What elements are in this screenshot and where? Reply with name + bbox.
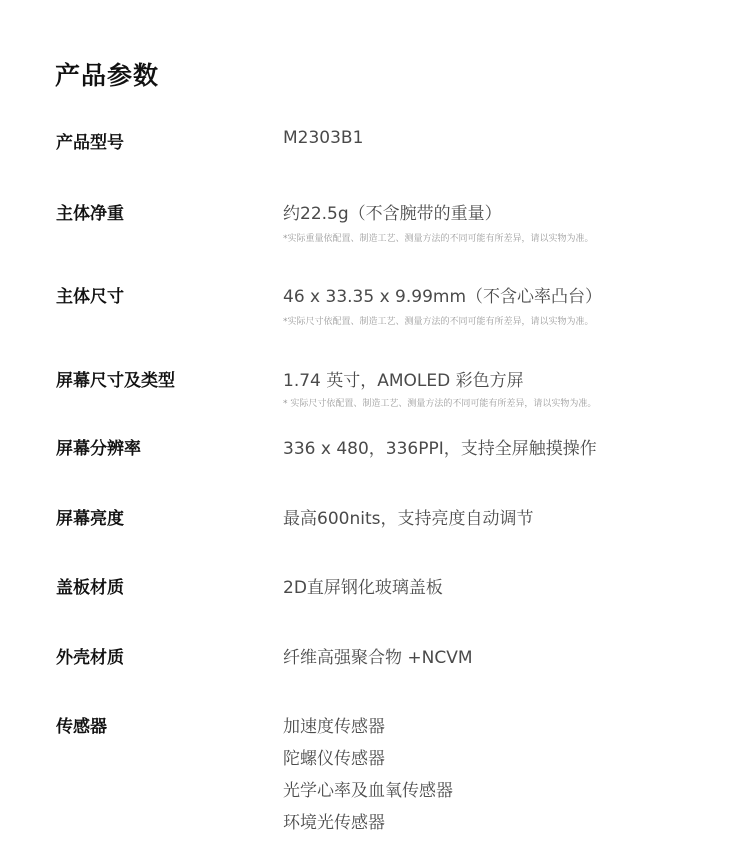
spec-value-model: M2303B1 bbox=[283, 128, 364, 148]
sensor-item-accelerometer: 加速度传感器 bbox=[283, 717, 385, 737]
sensor-item-ambient-light: 环境光传感器 bbox=[283, 813, 385, 833]
spec-label-screen-size: 屏幕尺寸及类型 bbox=[56, 371, 175, 391]
spec-value-weight: 约22.5g（不含腕带的重量） bbox=[283, 204, 502, 224]
spec-value-cover: 2D直屏钢化玻璃盖板 bbox=[283, 578, 443, 598]
spec-label-resolution: 屏幕分辨率 bbox=[56, 439, 141, 459]
spec-label-cover: 盖板材质 bbox=[56, 578, 124, 598]
spec-label-weight: 主体净重 bbox=[56, 204, 124, 224]
sensor-item-gyroscope: 陀螺仪传感器 bbox=[283, 749, 385, 769]
spec-label-size: 主体尺寸 bbox=[56, 287, 124, 307]
spec-value-brightness: 最高600nits，支持亮度自动调节 bbox=[283, 509, 534, 529]
sensor-list bbox=[283, 711, 453, 839]
spec-label-shell: 外壳材质 bbox=[56, 648, 124, 668]
spec-note-weight: *实际重量依配置、制造工艺、测量方法的不同可能有所差异，请以实物为准。 bbox=[283, 234, 594, 244]
spec-label-model: 产品型号 bbox=[56, 133, 124, 153]
page-title: 产品参数 bbox=[55, 61, 160, 90]
spec-note-screen-size: * 实际尺寸依配置、制造工艺、测量方法的不同可能有所差异，请以实物为准。 bbox=[283, 399, 597, 409]
sensor-item-heart-rate-spo2: 光学心率及血氧传感器 bbox=[283, 781, 453, 801]
spec-value-resolution: 336 x 480，336PPI，支持全屏触摸操作 bbox=[283, 439, 597, 459]
spec-label-brightness: 屏幕亮度 bbox=[56, 509, 124, 529]
spec-value-shell: 纤维高强聚合物 +NCVM bbox=[283, 648, 473, 668]
spec-value-screen-size: 1.74 英寸，AMOLED 彩色方屏 bbox=[283, 371, 524, 391]
spec-note-size: *实际尺寸依配置、制造工艺、测量方法的不同可能有所差异，请以实物为准。 bbox=[283, 317, 594, 327]
spec-label-sensors: 传感器 bbox=[56, 717, 107, 737]
spec-value-size: 46 x 33.35 x 9.99mm（不含心率凸台） bbox=[283, 287, 603, 307]
